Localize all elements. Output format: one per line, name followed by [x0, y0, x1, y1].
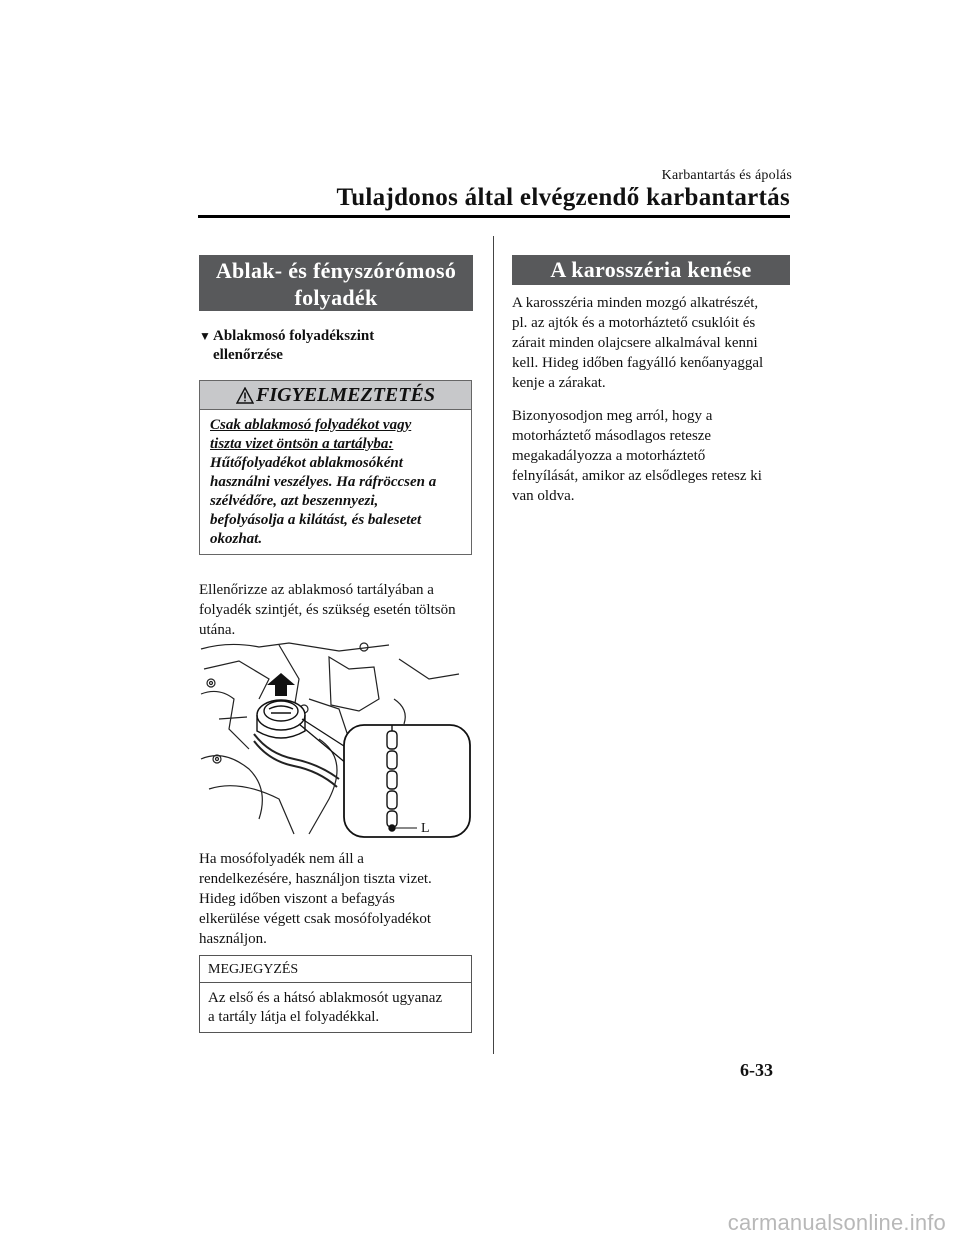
hood-latch-paragraph — [512, 406, 792, 506]
warning-text — [210, 416, 463, 549]
triangle-bullet-icon: ▼ — [199, 329, 211, 343]
note-box — [199, 955, 472, 1033]
lubrication-paragraph — [512, 293, 792, 393]
washer-fluid-banner — [199, 255, 473, 311]
warning-line: szélvédőre, azt beszennyezi, — [210, 493, 379, 509]
text-line: motorháztető másodlagos retesze — [512, 428, 712, 444]
subhead-line-1: Ablakmosó folyadékszint — [213, 328, 375, 344]
text-line: A karosszéria minden mozgó alkatrészét, — [512, 295, 759, 311]
column-divider — [493, 236, 494, 1054]
header-rule — [198, 215, 790, 218]
text-line: Ellenőrizze az ablakmosó tartályában a — [199, 582, 434, 598]
text-line: Az első és a hátsó ablakmosót ugyanaz — [208, 990, 443, 1006]
text-line: elkerülése végett csak mosófolyadékot — [199, 911, 432, 927]
warning-header — [200, 381, 471, 410]
warning-triangle-icon — [236, 387, 254, 404]
banner-line-1: Ablak- és fényszórómosó — [215, 258, 457, 283]
text-line: rendelkezésére, használjon tiszta vizet. — [199, 871, 432, 887]
text-line: kell. Hideg időben fagyálló kenőanyaggal — [512, 355, 764, 371]
level-label: L — [421, 821, 430, 836]
warning-line: okozhat. — [210, 531, 263, 547]
washer-reservoir-illustration — [199, 639, 471, 839]
warning-box — [199, 380, 472, 555]
text-line: van oldva. — [512, 488, 575, 504]
up-arrow-icon — [267, 673, 295, 696]
text-line: Bizonyosodjon meg arról, hogy a — [512, 408, 713, 424]
watermark: carmanualsonline.info — [727, 1210, 946, 1235]
warning-line: Csak ablakmosó folyadékot vagy — [210, 417, 412, 433]
banner-line-2: folyadék — [294, 285, 378, 310]
note-title: MEGJEGYZÉS — [200, 956, 471, 983]
text-line: Hideg időben viszont a befagyás — [199, 891, 395, 907]
page-number: 6-33 — [740, 1060, 773, 1080]
subhead-line-2: ellenőrzése — [213, 347, 283, 363]
text-line: pl. az ajtók és a motorháztető csuklóit és — [512, 315, 756, 331]
chapter-title: Karbantartás és ápolás — [661, 168, 792, 183]
warning-line: Hűtőfolyadékot ablakmosóként — [210, 455, 403, 471]
text-line: megakadályozza a motorháztető — [512, 448, 706, 464]
text-line: felnyílását, amikor az elsődleges retesz ki — [512, 468, 762, 484]
water-paragraph — [199, 849, 469, 949]
warning-line: befolyásolja a kilátást, és balesetet — [210, 512, 422, 528]
text-line: utána. — [199, 622, 236, 638]
check-paragraph — [199, 580, 479, 640]
warning-line: tiszta vizet öntsön a tartályba: — [210, 436, 394, 452]
text-line: zárait minden olajcsere alkalmával kenni — [512, 335, 758, 351]
warning-line: használni veszélyes. Ha ráfröccsen a — [210, 474, 437, 490]
subheading — [199, 327, 469, 365]
warning-title: FIGYELMEZTETÉS — [256, 384, 435, 406]
engine-bay-drawing — [199, 639, 471, 839]
text-line: használjon. — [199, 931, 267, 947]
section-title: Tulajdonos által elvégzendő karbantartás — [336, 184, 790, 211]
text-line: folyadék szintjét, és szükség esetén töltsön — [199, 602, 456, 618]
text-line: a tartály látja el folyadékkal. — [208, 1009, 380, 1025]
body-lubrication-banner: A karosszéria kenése — [512, 255, 790, 285]
text-line: kenje a zárakat. — [512, 375, 606, 391]
text-line: Ha mosófolyadék nem áll a — [199, 851, 364, 867]
note-text — [208, 989, 468, 1027]
